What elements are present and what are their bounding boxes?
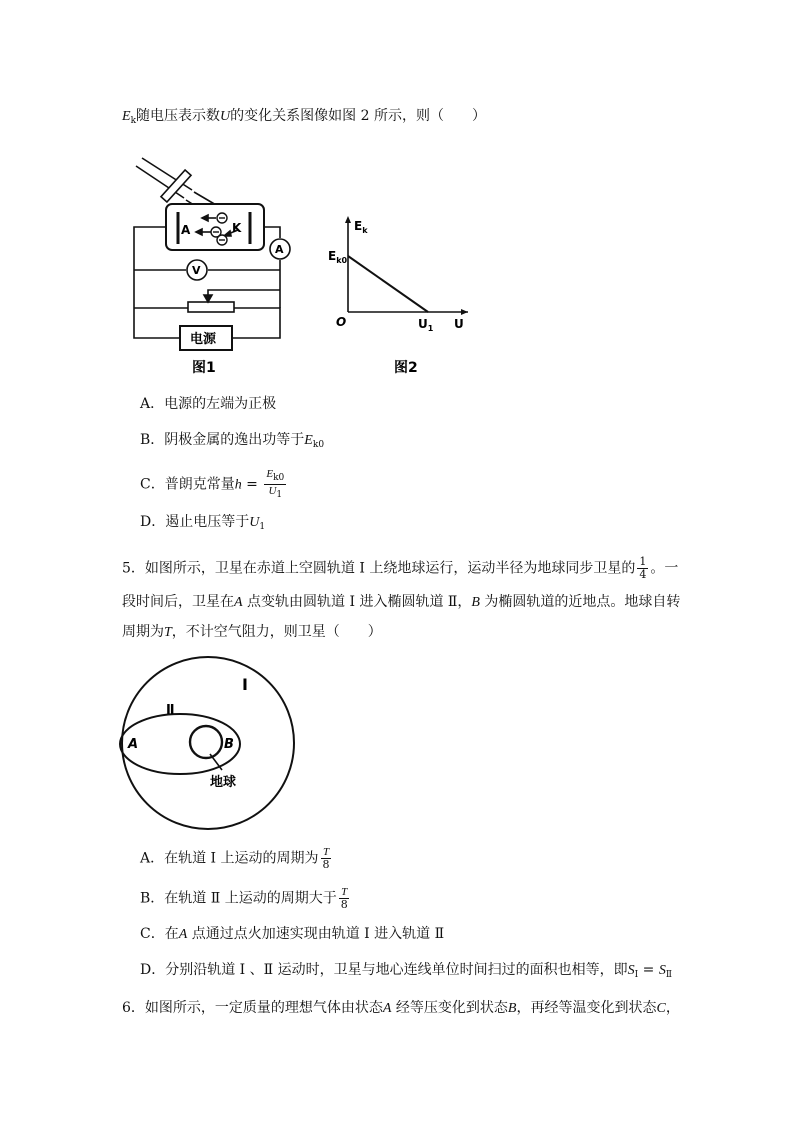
q5-option-b[interactable]: B．在轨道 Ⅱ 上运动的周期大于 $\frac{T}{8}$	[140, 886, 348, 911]
anode-label: A	[181, 223, 191, 237]
point-a-label: A	[128, 737, 139, 752]
orbit-figure	[118, 652, 300, 836]
x-axis-label: U	[454, 317, 464, 331]
figure-2-graph	[322, 210, 482, 380]
planck-fraction: $\frac{E_{k0}}{U_1}$	[266, 468, 285, 500]
q6-stem-line-1: 6．如图所示，一定质量的理想气体由状态A 经等压变化到状态B，再经等温变化到状态C，	[122, 1000, 680, 1016]
y-axis-label: $E_k$	[354, 219, 368, 235]
q5-stem-line-3: 周期为T，不计空气阻力，则卫星（ ）	[122, 624, 382, 640]
point-b-label: B	[224, 737, 234, 752]
q5-option-a[interactable]: A．在轨道 Ⅰ 上运动的周期为 $\frac{T}{8}$	[140, 846, 330, 871]
cathode-label: K	[232, 221, 242, 235]
q5-option-d[interactable]: D．分别沿轨道 Ⅰ 、Ⅱ 运动时，卫星与地心连线单位时间扫过的面积也相等，即$S_Ⅰ = S_Ⅱ$	[140, 962, 672, 980]
figure-1-caption: 图1	[192, 360, 216, 376]
origin-label: O	[336, 315, 347, 329]
q4-option-a[interactable]: A．电源的左端为正极	[140, 396, 277, 412]
q4-option-c[interactable]: C．普朗克常量h = $\frac{E_{k0}}{U_1}$	[140, 468, 285, 500]
quarter-fraction: $\frac{1}{4}$	[639, 555, 647, 581]
voltmeter-label: V	[192, 264, 201, 277]
y-intercept-label: $E_{k0}$	[328, 249, 348, 265]
q5-option-c[interactable]: C．在A 点通过点火加速实现由轨道 Ⅰ 进入轨道 Ⅱ	[140, 926, 445, 942]
orbit-2-label: Ⅱ	[166, 703, 175, 718]
ek-symbol: E	[122, 109, 131, 124]
ammeter-label: A	[275, 243, 284, 256]
q4-option-d[interactable]: D．遏止电压等于$U_1$	[140, 514, 266, 532]
power-source-label: 电源	[190, 332, 217, 347]
earth-label: 地球	[210, 775, 237, 790]
x-intercept-label: $U_1$	[418, 317, 434, 333]
orbit-1-label: Ⅰ	[242, 675, 248, 694]
figure-2-caption: 图2	[394, 360, 418, 376]
q5-stem-line-2: 段时间后，卫星在A 点变轨由圆轨道 Ⅰ 进入椭圆轨道 Ⅱ，B 为椭圆轨道的近地点。地球自转	[122, 594, 681, 610]
q5-stem-line-1: 5．如图所示，卫星在赤道上空圆轨道 Ⅰ 上绕地球运行，运动半径为地球同步卫星的 $\frac{1}{4}$ 。一	[122, 555, 679, 581]
figure-1-circuit	[120, 150, 300, 380]
q4-stem: $E_k$随电压表示数U的变化关系图像如图 2 所示，则（ ）	[122, 108, 486, 126]
q4-option-b[interactable]: B．阴极金属的逸出功等于$E_{k0}$	[140, 432, 325, 450]
